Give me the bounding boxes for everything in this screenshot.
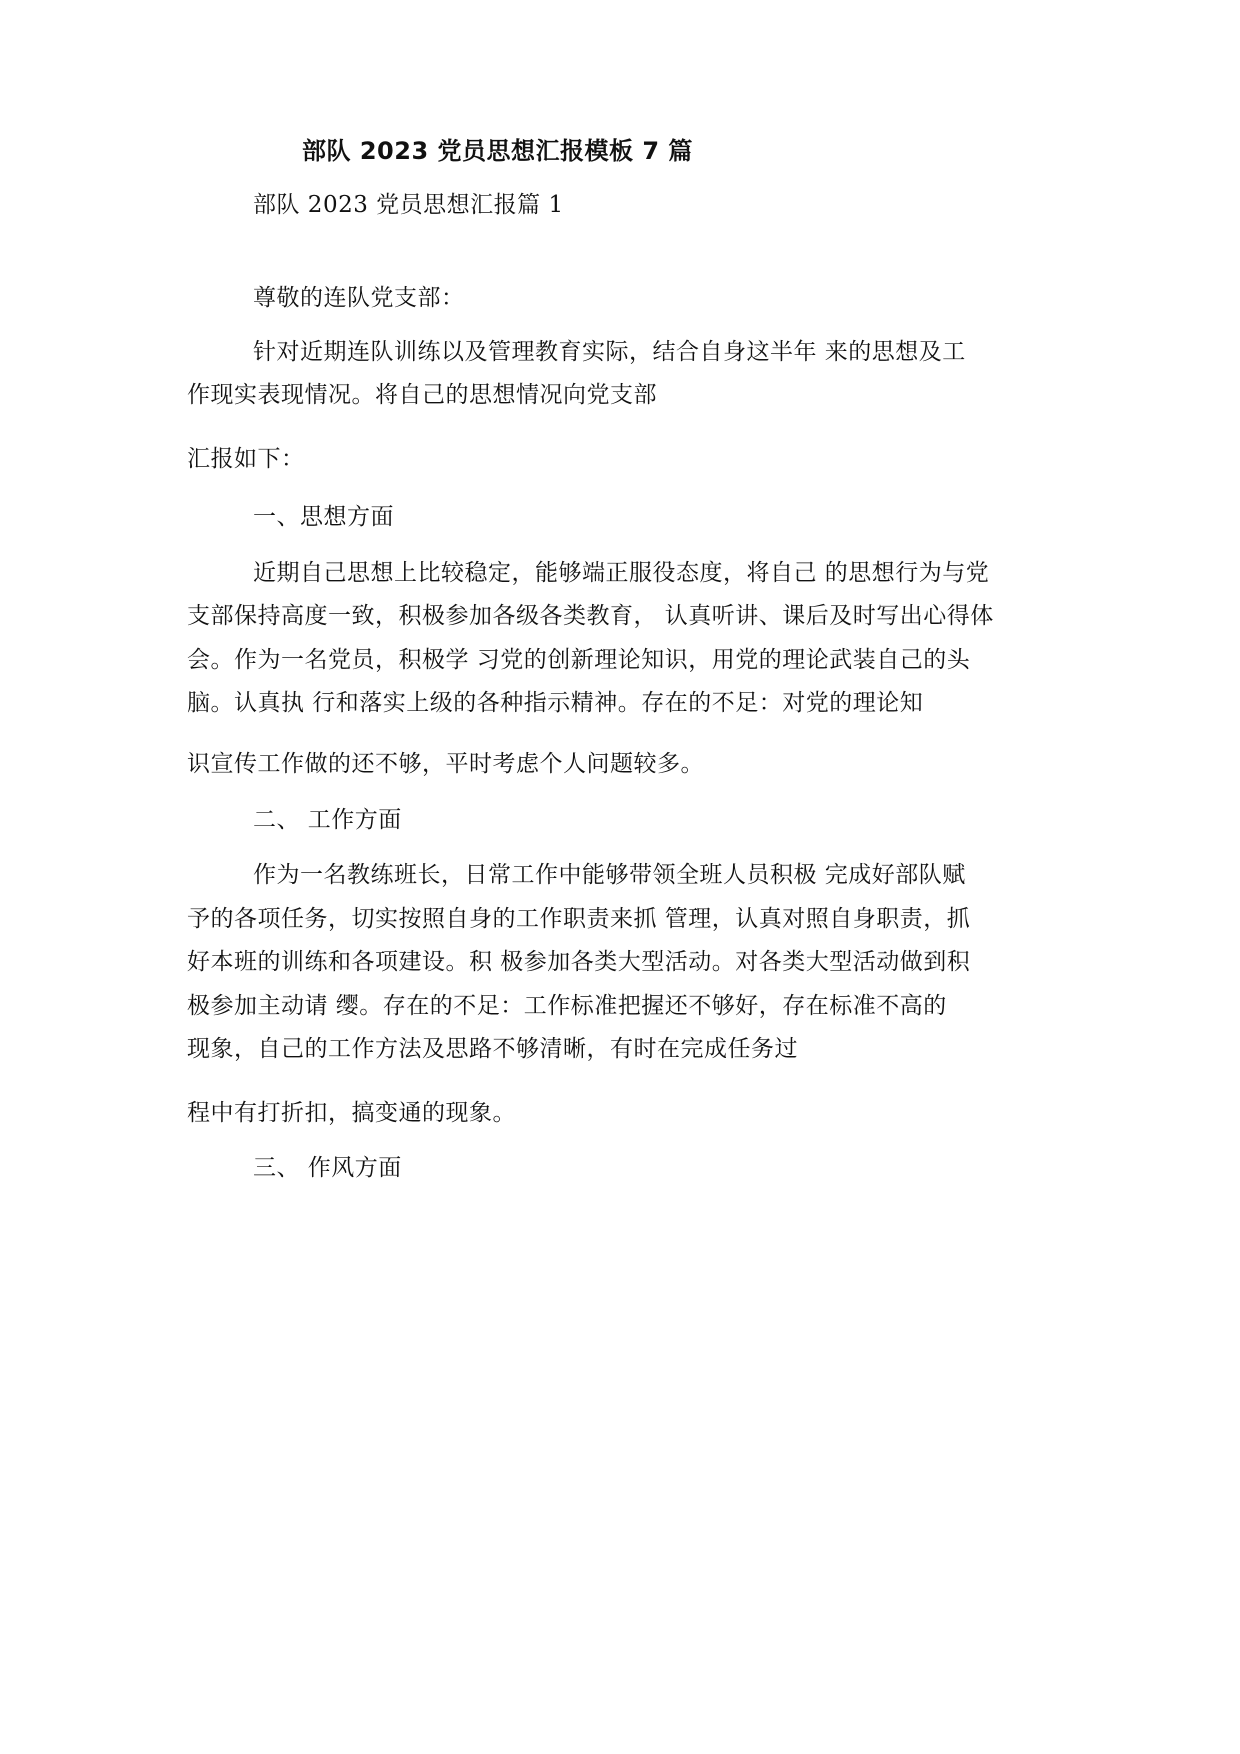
intro-line: 针对近期连队训练以及管理教育实际，结合自身这半年 来的思想及工: [253, 339, 966, 365]
section-heading: 一、思想方面: [253, 504, 394, 530]
paragraph-line: 会。作为一名党员，积极学 习党的创新理论知识，用党的理论武装自己的头: [187, 647, 971, 673]
paragraph-line: 程中有打折扣，搞变通的现象。: [187, 1100, 516, 1126]
paragraph-line: 现象，自己的工作方法及思路不够清晰，有时在完成任务过: [187, 1036, 798, 1062]
paragraph-line: 作为一名教练班长，日常工作中能够带领全班人员积极 完成好部队赋: [253, 862, 966, 888]
intro-line: 作现实表现情况。将自己的思想情况向党支部: [187, 382, 657, 408]
paragraph-line: 脑。认真执 行和落实上级的各种指示精神。存在的不足：对党的理论知: [187, 690, 924, 716]
paragraph-line: 近期自己思想上比较稳定，能够端正服役态度，将自己 的思想行为与党: [253, 560, 990, 586]
paragraph-line: 识宣传工作做的还不够，平时考虑个人问题较多。: [187, 751, 704, 777]
intro-line: 汇报如下：: [187, 446, 305, 472]
document-title: 部队 2023 党员思想汇报模板 7 篇: [302, 137, 693, 165]
paragraph-line: 极参加主动请 缨。存在的不足：工作标准把握还不够好，存在标准不高的: [187, 993, 947, 1019]
paragraph-line: 予的各项任务，切实按照自身的工作职责来抓 管理，认真对照自身职责，抓: [187, 906, 971, 932]
section-heading: 二、 工作方面: [253, 807, 402, 833]
document-subtitle: 部队 2023 党员思想汇报篇 1: [253, 192, 564, 218]
paragraph-line: 好本班的训练和各项建设。积 极参加各类大型活动。对各类大型活动做到积: [187, 949, 971, 975]
paragraph-line: 支部保持高度一致，积极参加各级各类教育， 认真听讲、课后及时写出心得体: [187, 603, 994, 629]
section-heading: 三、 作风方面: [253, 1155, 402, 1181]
salutation: 尊敬的连队党支部：: [253, 285, 465, 311]
